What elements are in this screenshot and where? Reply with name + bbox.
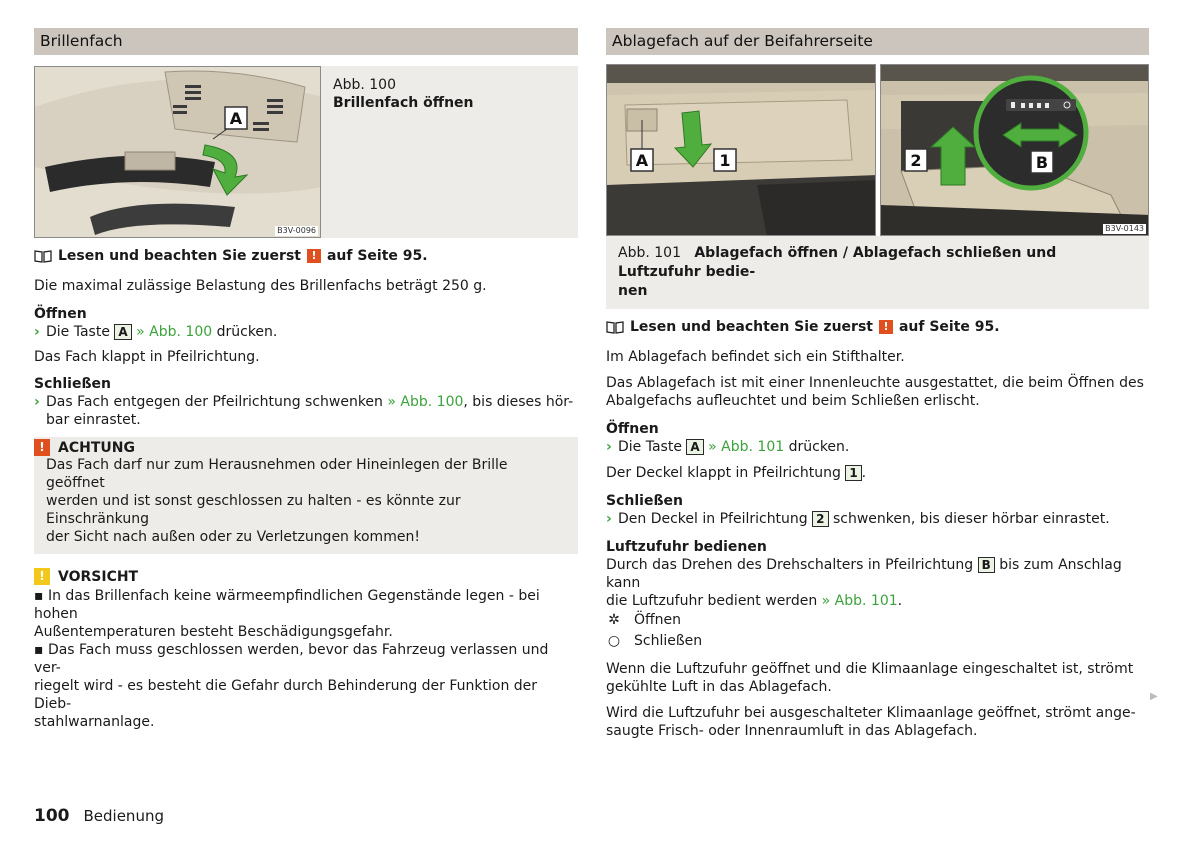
interior-light-text-cont: Abalgefachs aufleuchtet und beim Schließen erlischt. [606,393,980,409]
ac-on-text: Wenn die Luftzufuhr geöffnet und die Klimaanlage eingeschaltet ist, strömt [606,661,1134,677]
page-footer [34,806,164,826]
achtung-title: ACHTUNG [58,439,135,456]
figure-ref-link[interactable]: » Abb. 100 [387,394,464,410]
vorsicht-line: Außentemperaturen besteht Beschädigungsgefahr. [34,624,393,640]
close-heading: Schließen [606,493,683,509]
figure-101-label-2: 2 [909,151,922,170]
figure-100-title: Brillenfach öffnen [333,95,474,111]
chevron-right-icon: › [34,324,40,340]
figure-ref-link[interactable]: » Abb. 101 [708,439,785,455]
close-step: › Das Fach entgegen der Pfeilrichtung schwenken » Abb. 100, bis dieses hör- bar einrastet. [34,394,574,428]
glovebox-closed-illustration [607,65,876,236]
figure-101-image-left [606,64,876,236]
chevron-right-icon: › [34,394,40,410]
continue-arrow-icon: ▶ [1150,691,1158,702]
interior-light-text: Das Ablagefach ist mit einer Innenleuchte ausgestattet, die beim Öffnen des [606,375,1144,391]
air-supply-text-cont: die Luftzufuhr bedient werden » Abb. 101. [606,593,903,609]
warning-icon: ! [879,320,893,334]
left-column [34,28,578,731]
open-step: › Die Taste A » Abb. 101 drücken. [606,439,850,455]
book-icon [606,321,624,334]
air-open-row [606,610,1149,631]
key-b: B [978,557,995,573]
right-column [606,28,1149,740]
air-close-row [606,631,1149,652]
figure-ref-link[interactable]: » Abb. 100 [136,324,213,340]
air-open-label: Öffnen [634,612,682,628]
figure-101-image-right [880,64,1150,236]
figure-101-caption [606,236,1149,309]
close-step: › Den Deckel in Pfeilrichtung 2 schwenken, bis dieser hörbar einrastet. [606,511,1110,527]
achtung-line: Das Fach darf nur zum Herausnehmen oder Hineinlegen der Brille geöffnet [46,457,508,491]
footer-section: Bedienung [83,807,164,825]
pen-holder-text: Im Ablagefach befindet sich ein Stifthalter. [606,349,905,365]
circle-icon: ○ [607,633,621,649]
figure-ref-link[interactable]: » Abb. 101 [821,593,898,609]
read-first-page-link[interactable]: auf Seite 95. [898,319,1000,335]
figure-100-image [34,66,321,238]
figure-101-title: Ablagefach öffnen / Ablagefach schließen und Luftzufuhr bedie- [618,245,1057,280]
vorsicht-title: VORSICHT [58,568,139,585]
key-a: A [114,324,131,340]
figure-101-label-a: A [635,151,649,170]
figure-101-label-1: 1 [719,151,731,170]
open-heading: Öffnen [606,421,659,437]
vorsicht-line: stahlwarnanlage. [34,714,155,730]
section-title-ablagefach: Ablagefach auf der Beifahrerseite [606,28,1149,55]
key-a: A [686,439,703,455]
figure-101-number: Abb. 101 [618,245,681,261]
open-heading: Öffnen [34,306,87,322]
close-heading: Schließen [34,376,111,392]
chevron-right-icon: › [606,511,612,527]
ac-off-text-cont: saugte Frisch- oder Innenraumluft in das Ablagefach. [606,723,978,739]
page-number: 100 [34,806,70,826]
read-first-text: Lesen und beachten Sie zuerst [630,319,873,335]
achtung-line: der Sicht nach außen oder zu Verletzungen kommen! [46,529,420,545]
figure-101-label-b: B [1035,153,1048,172]
read-first-note [34,248,578,264]
read-first-note [606,319,1149,335]
warning-icon: ! [307,249,321,263]
key-1: 1 [845,465,861,481]
figure-101-image-code: B3V-0143 [1105,224,1144,233]
figure-100-number: Abb. 100 [333,77,396,93]
read-first-text: Lesen und beachten Sie zuerst [58,248,301,264]
open-step: › Die Taste A » Abb. 100 drücken. [34,324,278,340]
air-supply-heading: Luftzufuhr bedienen [606,539,767,555]
figure-101-title-cont: nen [618,283,648,299]
vorsicht-line: riegelt wird - es besteht die Gefahr durch Behinderung der Funktion der Dieb- [34,678,538,712]
vorsicht-box [34,568,578,731]
chevron-right-icon: › [606,439,612,455]
section-title-brillenfach: Brillenfach [34,28,578,55]
figure-100 [34,66,578,238]
read-first-page-link[interactable]: auf Seite 95. [326,248,428,264]
key-2: 2 [812,511,828,527]
glasses-compartment-illustration [35,67,321,238]
figure-100-image-code: B3V-0096 [277,226,316,235]
figure-100-label-a: A [229,109,243,128]
book-icon [34,250,52,263]
caution-icon: ! [34,568,50,585]
figure-101 [606,64,1149,236]
glovebox-open-illustration [881,65,1150,236]
vorsicht-line: ▪ In das Brillenfach keine wärmeempfindlichen Gegenstände legen - bei hohen [34,588,540,622]
open-result: Der Deckel klappt in Pfeilrichtung 1 . [606,465,867,481]
air-supply-text: Durch das Drehen des Drehschalters in Pfeilrichtung B bis zum Anschlag kann [606,557,1122,591]
vorsicht-line: ▪ Das Fach muss geschlossen werden, bevor das Fahrzeug verlassen und ver- [34,642,549,676]
achtung-box [34,437,578,554]
snowflake-icon: ✲ [608,612,620,628]
achtung-line: werden und ist sonst geschlossen zu halten - es könnte zur Einschränkung [46,493,461,527]
air-close-label: Schließen [634,633,703,649]
ac-off-text: Wird die Luftzufuhr bei ausgeschalteter Klimaanlage geöffnet, strömt ange- [606,705,1136,721]
danger-icon: ! [34,439,50,456]
figure-100-caption [321,66,486,238]
ac-on-text-cont: gekühlte Luft in das Ablagefach. [606,679,832,695]
open-result: Das Fach klappt in Pfeilrichtung. [34,349,260,365]
max-load-text: Die maximal zulässige Belastung des Brillenfachs beträgt 250 g. [34,278,487,294]
